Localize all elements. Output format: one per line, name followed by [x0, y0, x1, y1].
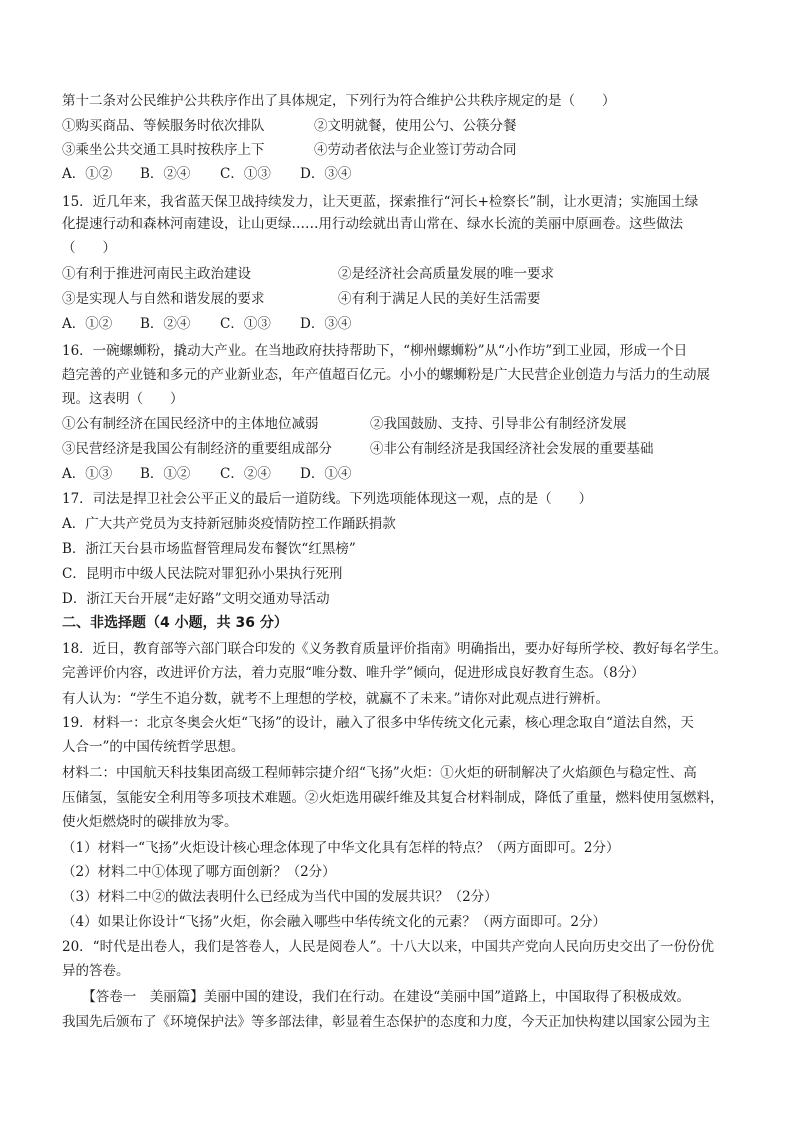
q15-answer-d: D．③④: [300, 316, 352, 332]
q15-answer-c: C．①③: [220, 316, 271, 332]
q19-subquestion-2: （2）材料二中①体现了哪方面创新？（2分）: [62, 864, 336, 880]
q19-subquestion-1: （1）材料一“飞扬”火炬设计核心理念体现了中华文化具有怎样的特点？（两方面即可。2分）: [62, 840, 620, 856]
q14-option-1: ①购买商品、等候服务时依次排队: [62, 118, 265, 134]
q15-answer-b: B．②④: [140, 316, 191, 332]
q14-answer-d: D．③④: [300, 166, 352, 182]
q15-option-4: ④有利于满足人民的美好生活需要: [338, 291, 541, 307]
q20-paper1-line2: 我国先后颁布了《环境保护法》等多部法律，彰显着生态保护的态度和力度，今天正加快构建以国家公园为主: [62, 1014, 710, 1030]
q19-material2-line2: 压储氢，氢能安全利用等多项技术难题。②火炬选用碳纤维及其复合材料制成，降低了重量，燃料使用氢燃料，: [62, 790, 724, 806]
q15-answer-a: A．①②: [62, 316, 113, 332]
q14-stem: 第十二条对公民维护公共秩序作出了具体规定，下列行为符合维护公共秩序规定的是（ ）: [62, 93, 616, 109]
q17-option-c: C．昆明市中级人民法院对罪犯孙小果执行死刑: [62, 566, 343, 582]
q15-option-1: ①有利于推进河南民主政治建设: [62, 266, 251, 282]
q14-option-2: ②文明就餐，使用公勺、公筷分餐: [314, 118, 517, 134]
q14-option-4: ④劳动者依法与企业签订劳动合同: [314, 142, 517, 158]
q19-material2-line3: 使火炬燃烧时的碳排放为零。: [62, 814, 238, 830]
q20-paper1-line1: 【答卷一 美丽篇】美丽中国的建设，我们在行动。在建设“美丽中国”道路上，中国取得了积极成效。: [62, 989, 691, 1005]
q15-option-2: ②是经济社会高质量发展的唯一要求: [338, 266, 554, 282]
q20-stem-line2: 异的答卷。: [62, 963, 130, 979]
q16-option-4: ④非公有制经济是我国经济社会发展的重要基础: [370, 441, 654, 457]
q19-subquestion-4: （4）如果让你设计“飞扬”火炬，你会融入哪些中华传统文化的元素？（两方面即可。2分）: [62, 914, 606, 930]
q14-answer-b: B．②④: [140, 166, 191, 182]
q17-option-b: B．浙江天台县市场监督管理局发布餐饮“红黑榜”: [62, 541, 356, 557]
q18-stem-line1: 18．近日，教育部等六部门联合印发的《义务教育质量评价指南》明确指出，要办好每所学校、教好每名学生。: [62, 641, 728, 657]
q16-option-1: ①公有制经济在国民经济中的主体地位减弱: [62, 416, 319, 432]
q16-option-2: ②我国鼓励、支持、引导非公有制经济发展: [370, 416, 627, 432]
q19-material1-line1: 19．材料一：北京冬奥会火炬“飞扬”的设计，融入了很多中华传统文化元素，核心理念取自“道法自然，天: [62, 715, 694, 731]
q17-option-a: A．广大共产党员为支持新冠肺炎疫情防控工作踊跃捐款: [62, 516, 396, 532]
q19-material2-line1: 材料二：中国航天科技集团高级工程师韩宗捷介绍“飞扬”火炬：①火炬的研制解决了火焰颜色与稳定性、高: [62, 765, 697, 781]
q16-answer-d: D．①④: [300, 466, 352, 482]
q15-option-3: ③是实现人与自然和谐发展的要求: [62, 291, 265, 307]
q14-answer-c: C．①③: [220, 166, 271, 182]
q16-option-3: ③民营经济是我国公有制经济的重要组成部分: [62, 441, 332, 457]
section-heading-non-choice: 二、非选择题（4 小题，共 36 分）: [62, 615, 288, 631]
q19-material1-line2: 人合一”的中国传统哲学思想。: [62, 739, 245, 755]
q16-stem-line2: 趋完善的产业链和多元的产业新业态，年产值超百亿元。小小的螺蛳粉是广大民营企业创造力与活力的生动展: [62, 367, 710, 383]
q15-stem-line3: （ ）: [62, 240, 116, 256]
q16-stem-line3: 现。这表明（ ）: [62, 391, 184, 407]
q15-stem-line1: 15．近几年来，我省蓝天保卫战持续发力，让天更蓝，探索推行“河长+检察长”制，让水更清；实施国土绿: [62, 194, 699, 210]
q17-option-d: D．浙江天台开展“走好路”文明交通劝导活动: [62, 591, 330, 607]
q18-stem-line3: 有人认为：“学生不追分数，就考不上理想的学校，就赢不了未来。”请你对此观点进行辨析。: [62, 691, 610, 707]
q18-stem-line2: 完善评价内容，改进评价方法，着力克服“唯分数、唯升学”倾向，促进形成良好教育生态。（8分）: [62, 665, 645, 681]
q19-subquestion-3: （3）材料二中②的做法表明什么已经成为当代中国的发展共识？（2分）: [62, 889, 498, 905]
q20-stem-line1: 20．“时代是出卷人，我们是答卷人，人民是阅卷人”。十八大以来，中国共产党向人民向历史交出了一份份优: [62, 939, 714, 955]
q16-answer-c: C．②④: [220, 466, 271, 482]
q16-answer-b: B．①②: [140, 466, 191, 482]
q17-stem: 17．司法是捍卫社会公平正义的最后一道防线。下列选项能体现这一观，点的是（ ）: [62, 491, 593, 507]
q16-stem-line1: 16．一碗螺蛳粉，撬动大产业。在当地政府扶持帮助下，“柳州螺蛳粉”从“小作坊”到工业园，形成一个日: [62, 343, 688, 359]
q16-answer-a: A．①③: [62, 466, 113, 482]
q14-answer-a: A．①②: [62, 166, 113, 182]
q15-stem-line2: 化提速行动和森林河南建设，让山更绿……用行动绘就出青山常在、绿水长流的美丽中原画卷。这些做法: [62, 216, 683, 232]
q14-option-3: ③乘坐公共交通工具时按秩序上下: [62, 142, 265, 158]
